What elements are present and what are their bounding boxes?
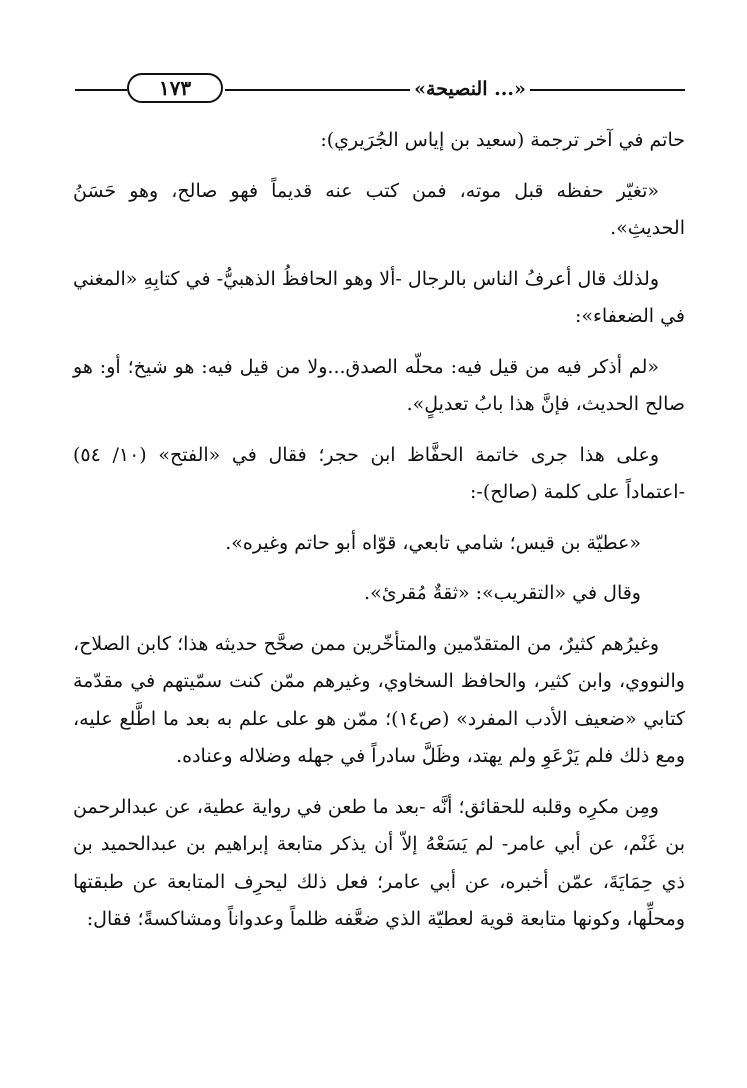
running-title: «النصيحة ...» [414,78,526,100]
paragraph: وعلى هذا جرى خاتمة الحفَّاظ ابن حجر؛ فقال في «الفتح» (١٠/ ٥٤) -اعتماداً على كلمة (صالح)-: [73,443,685,503]
quote-paragraph: «تغيّر حفظه قبل موته، فمن كتب عنه قديماً فهو صالح، وهو حَسَنُ الحديثِ». [73,179,685,239]
quote-paragraph: «لم أذكر فيه من قيل فيه: محلّه الصدق...ولا من قيل فيه: هو شيخ؛ أو: هو صالح الحديث، فإنَّ هذا بابُ تعديلٍ». [73,355,685,415]
paragraph: وغيرُهم كثيرٌ، من المتقدّمين والمتأخّرين ممن صحَّح حديثه هذا؛ كابن الصلاح، والنووي، وابن كثير، والحافظ السخاوي، وغيرهم ممّن كنت سمّيتهم في مقدّمة كتابي «ضعيف الأدب المفرد» (ص١٤)؛ ممّن هو على علم به بعد ما اطَّلع عليه، ومع ذلك فلم يَرْعَوِ ولم يهتد، وظَلَّ سادراً في جهله وضلاله وعناده. [73,632,685,767]
header-rule-left [75,89,127,91]
page-body [73,122,685,939]
header-rule-right [530,89,685,91]
paragraph: حاتم في آخر ترجمة (سعيد بن إياس الجُرَيري): [320,129,685,151]
header-rule-middle [225,89,410,91]
paragraph: ولذلك قال أعرفُ الناس بالرجال -ألا وهو الحافظُ الذهبيُّ- في كتابِهِ «المغني في الضعفاء»: [73,267,685,327]
quote-paragraph: «عطيّة بن قيس؛ شامي تابعي، قوّاه أبو حاتم وغيره». [225,531,641,554]
paragraph: ومِن مكرِه وقلبه للحقائق؛ أنَّه -بعد ما طعن في رواية عطية، عن عبدالرحمن بن غَنْم، عن أبي عامر- لم يَسَعْهُ إلاّ أن يذكر متابعة إبراهيم بن عبدالحميد بن ذي حِمَايَةَ، عمّن أخبره، عن أبي عامر؛ فعل ذلك ليحرِف المتابعة عن طبقتها ومحلِّها، وكونها متابعة قوية لعطيّة الذي ضعَّفه ظلماً وعدواناً ومشاكسةً؛ فقال: [73,795,685,930]
paragraph: وقال في «التقريب»: «ثقةٌ مُقرئ». [364,582,641,604]
page-header [75,72,685,108]
page-number: ١٧٣ [127,73,223,103]
